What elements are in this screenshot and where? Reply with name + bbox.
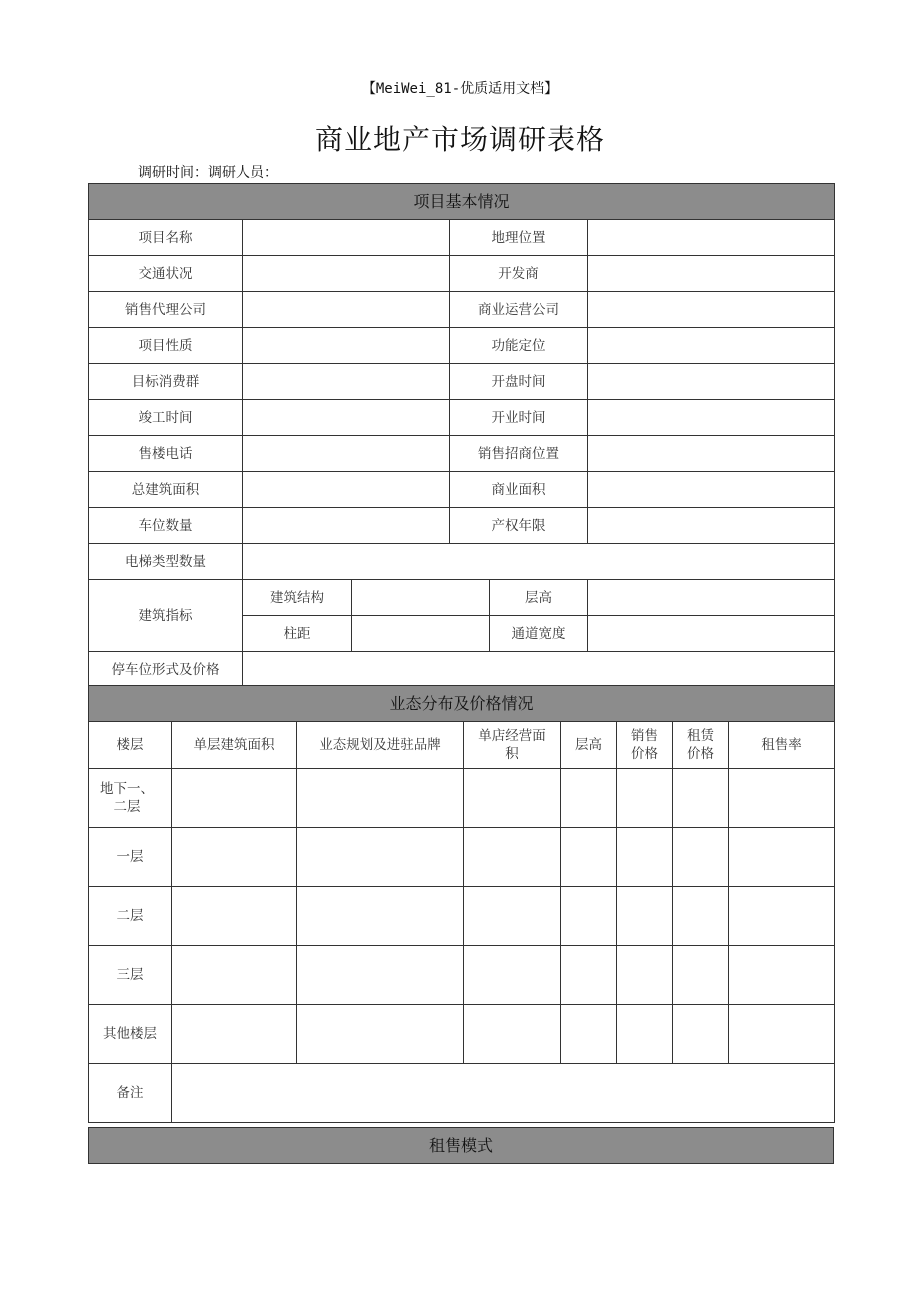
table-cell[interactable] — [172, 1005, 297, 1064]
sales-agent-field[interactable] — [243, 292, 450, 328]
table-row — [89, 544, 835, 580]
table-row — [89, 328, 835, 364]
table-row — [89, 220, 835, 256]
project-name-field[interactable] — [243, 220, 450, 256]
field-label: 开业时间 — [450, 400, 588, 436]
location-field[interactable] — [588, 220, 835, 256]
field-label: 项目名称 — [89, 220, 243, 256]
table-cell[interactable] — [617, 1005, 673, 1064]
table-row — [89, 256, 835, 292]
remarks-field[interactable] — [172, 1064, 835, 1123]
table-row — [89, 1064, 835, 1123]
field-label: 目标消费群 — [89, 364, 243, 400]
business-opening-date-field[interactable] — [588, 400, 835, 436]
traffic-field[interactable] — [243, 256, 450, 292]
floor-label: 其他楼层 — [89, 1005, 172, 1064]
format-distribution-table — [88, 685, 835, 1123]
table-cell[interactable] — [172, 769, 297, 828]
table-cell[interactable] — [617, 887, 673, 946]
sales-phone-field[interactable] — [243, 436, 450, 472]
building-structure-field[interactable] — [352, 580, 490, 616]
table-cell[interactable] — [464, 769, 561, 828]
field-label: 销售代理公司 — [89, 292, 243, 328]
table-cell[interactable] — [172, 946, 297, 1005]
field-label: 总建筑面积 — [89, 472, 243, 508]
table-header-row — [89, 722, 835, 769]
parking-price-field[interactable] — [243, 652, 835, 688]
field-label: 开发商 — [450, 256, 588, 292]
table-row — [89, 1005, 835, 1064]
table-cell[interactable] — [561, 828, 617, 887]
floor-label: 一层 — [89, 828, 172, 887]
page-title: 商业地产市场调研表格 — [314, 123, 605, 156]
table-row — [89, 364, 835, 400]
table-row — [89, 946, 835, 1005]
field-label: 地理位置 — [450, 220, 588, 256]
table-cell[interactable] — [617, 828, 673, 887]
table-row — [89, 436, 835, 472]
table-cell[interactable] — [673, 769, 729, 828]
field-label: 产权年限 — [450, 508, 588, 544]
column-header: 单店经营面积 — [464, 722, 561, 769]
basic-info-table — [88, 183, 835, 688]
table-cell[interactable] — [172, 828, 297, 887]
field-label: 停车位形式及价格 — [89, 652, 243, 688]
table-cell[interactable] — [464, 946, 561, 1005]
rental-sales-table — [88, 1127, 834, 1164]
field-label: 建筑指标 — [89, 580, 243, 652]
table-row — [89, 580, 835, 616]
completion-date-field[interactable] — [243, 400, 450, 436]
table-cell[interactable] — [673, 946, 729, 1005]
floor-label: 地下一、二层 — [89, 769, 172, 828]
section-title-format-distribution: 业态分布及价格情况 — [89, 686, 835, 722]
elevator-field[interactable] — [243, 544, 835, 580]
property-term-field[interactable] — [588, 508, 835, 544]
table-cell[interactable] — [729, 946, 835, 1005]
table-cell[interactable] — [464, 887, 561, 946]
table-cell[interactable] — [617, 946, 673, 1005]
target-consumers-field[interactable] — [243, 364, 450, 400]
field-label: 商业面积 — [450, 472, 588, 508]
section-title-rental-sales: 租售模式 — [89, 1128, 834, 1164]
commercial-area-field[interactable] — [588, 472, 835, 508]
field-label: 竣工时间 — [89, 400, 243, 436]
table-row — [89, 400, 835, 436]
table-row — [89, 652, 835, 688]
table-cell[interactable] — [673, 887, 729, 946]
table-cell[interactable] — [561, 769, 617, 828]
table-cell[interactable] — [673, 828, 729, 887]
parking-count-field[interactable] — [243, 508, 450, 544]
table-row — [89, 828, 835, 887]
table-row — [89, 508, 835, 544]
table-cell[interactable] — [297, 828, 464, 887]
field-label: 功能定位 — [450, 328, 588, 364]
floor-label: 三层 — [89, 946, 172, 1005]
section-title-basic-info: 项目基本情况 — [89, 184, 835, 220]
field-label: 交通状况 — [89, 256, 243, 292]
table-cell[interactable] — [297, 946, 464, 1005]
column-header: 层高 — [561, 722, 617, 769]
field-label: 开盘时间 — [450, 364, 588, 400]
field-label: 电梯类型数量 — [89, 544, 243, 580]
table-row — [89, 472, 835, 508]
table-cell[interactable] — [464, 1005, 561, 1064]
project-nature-field[interactable] — [243, 328, 450, 364]
table-cell[interactable] — [561, 1005, 617, 1064]
field-label: 建筑结构 — [243, 580, 352, 616]
developer-field[interactable] — [588, 256, 835, 292]
column-header: 业态规划及进驻品牌 — [297, 722, 464, 769]
table-row — [89, 887, 835, 946]
survey-meta: 调研时间：调研人员： — [138, 165, 278, 181]
column-header: 租赁价格 — [673, 722, 729, 769]
floor-label: 二层 — [89, 887, 172, 946]
column-header: 租售率 — [729, 722, 835, 769]
table-cell[interactable] — [464, 828, 561, 887]
aisle-width-field[interactable] — [588, 616, 835, 652]
positioning-field[interactable] — [588, 328, 835, 364]
table-cell[interactable] — [729, 769, 835, 828]
column-header: 销售价格 — [617, 722, 673, 769]
table-cell[interactable] — [297, 1005, 464, 1064]
table-cell[interactable] — [729, 887, 835, 946]
table-row — [89, 769, 835, 828]
field-label: 通道宽度 — [490, 616, 588, 652]
field-label: 商业运营公司 — [450, 292, 588, 328]
field-label: 柱距 — [243, 616, 352, 652]
table-cell[interactable] — [172, 887, 297, 946]
column-header: 单层建筑面积 — [172, 722, 297, 769]
table-cell[interactable] — [673, 1005, 729, 1064]
table-cell[interactable] — [297, 769, 464, 828]
field-label: 销售招商位置 — [450, 436, 588, 472]
table-cell[interactable] — [561, 946, 617, 1005]
table-cell[interactable] — [617, 769, 673, 828]
header-note: 【MeiWei_81-优质适用文档】 — [361, 81, 559, 97]
table-row — [89, 292, 835, 328]
operator-field[interactable] — [588, 292, 835, 328]
floor-height-field[interactable] — [588, 580, 835, 616]
field-label: 项目性质 — [89, 328, 243, 364]
table-cell[interactable] — [561, 887, 617, 946]
sales-office-location-field[interactable] — [588, 436, 835, 472]
field-label: 车位数量 — [89, 508, 243, 544]
field-label: 层高 — [490, 580, 588, 616]
opening-sale-date-field[interactable] — [588, 364, 835, 400]
column-spacing-field[interactable] — [352, 616, 490, 652]
field-label: 售楼电话 — [89, 436, 243, 472]
column-header: 楼层 — [89, 722, 172, 769]
table-cell[interactable] — [297, 887, 464, 946]
total-floor-area-field[interactable] — [243, 472, 450, 508]
table-cell[interactable] — [729, 1005, 835, 1064]
table-cell[interactable] — [729, 828, 835, 887]
remarks-label: 备注 — [89, 1064, 172, 1123]
